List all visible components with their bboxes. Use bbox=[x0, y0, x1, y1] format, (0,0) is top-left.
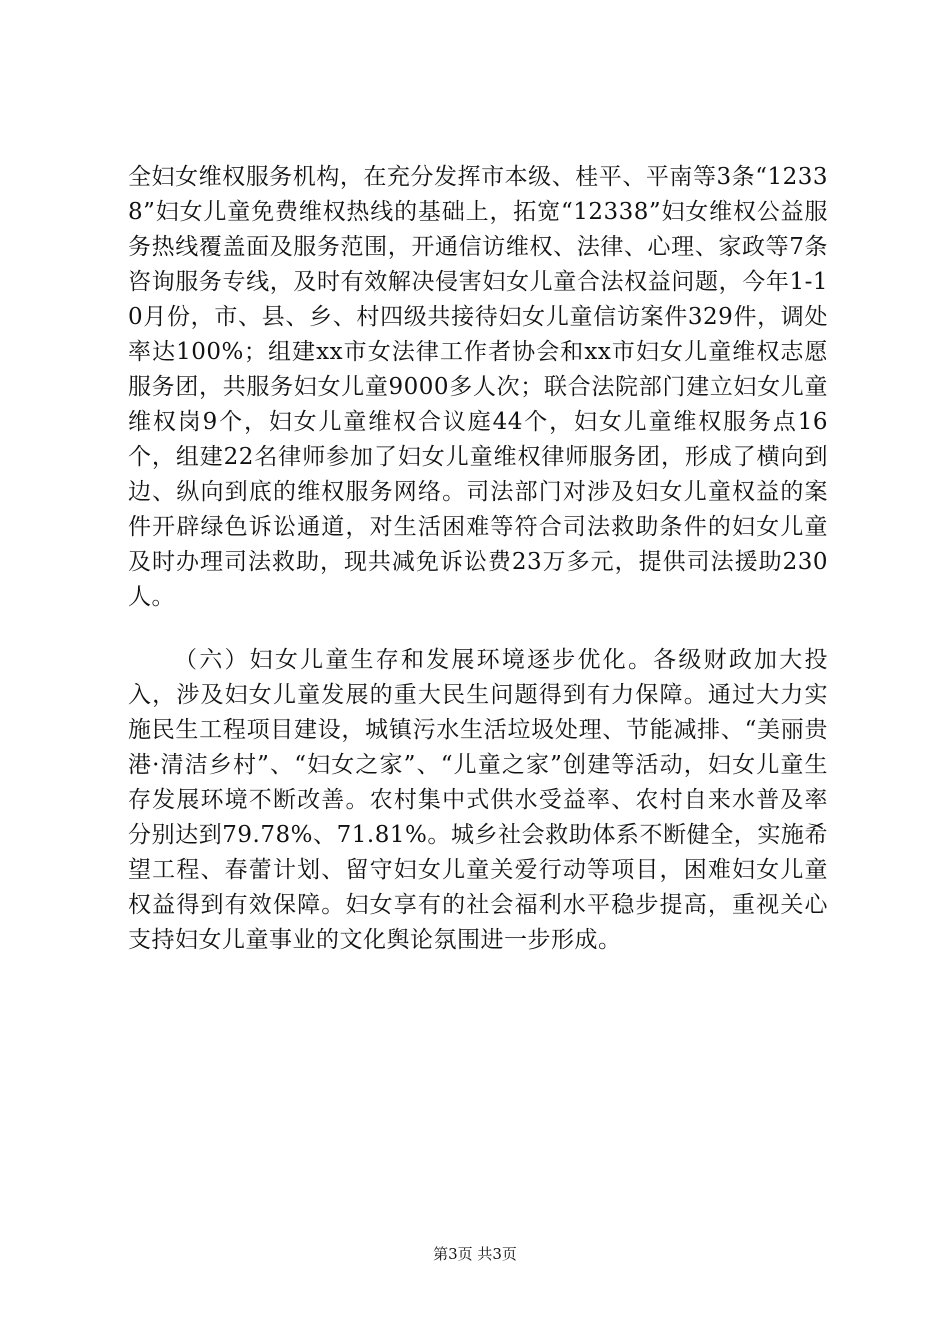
paragraph-continued: 全妇女维权服务机构，在充分发挥市本级、桂平、平南等3条“12338”妇女儿童免费维权热线的基础上，拓宽“12338”妇女维权公益服务热线覆盖面及服务范围，开通信访维权、法律、心理、家政等7条咨询服务专线，及时有效解决侵害妇女儿童合法权益问题，今年1-10月份，市、县、乡、村四级共接待妇女儿童信访案件329件，调处率达100%；组建xx市女法律工作者协会和xx市妇女儿童维权志愿服务团，共服务妇女儿童9000多人次；联合法院部门建立妇女儿童维权岗9个，妇女儿童维权合议庭44个，妇女儿童维权服务点16个，组建22名律师参加了妇女儿童维权律师服务团，形成了横向到边、纵向到底的维权服务网络。司法部门对涉及妇女儿童权益的案件开辟绿色诉讼通道，对生活困难等符合司法救助条件的妇女儿童及时办理司法救助，现共减免诉讼费23万多元，提供司法援助230人。 bbox=[128, 164, 828, 610]
paragraph-section-six: （六）妇女儿童生存和发展环境逐步优化。各级财政加大投入，涉及妇女儿童发展的重大民生问题得到有力保障。通过大力实施民生工程项目建设，城镇污水生活垃圾处理、节能减排、“美丽贵港·清洁乡村”、“妇女之家”、“儿童之家”创建等活动，妇女儿童生存发展环境不断改善。农村集中式供水受益率、农村自来水普及率分别达到79.78%、71.81%。城乡社会救助体系不断健全，实施希望工程、春蕾计划、留守妇女儿童关爱行动等项目，困难妇女儿童权益得到有效保障。妇女享有的社会福利水平稳步提高，重视关心支持妇女儿童事业的文化舆论氛围进一步形成。 bbox=[128, 647, 828, 953]
document-body bbox=[128, 160, 828, 958]
page-number-footer: 第3页 共3页 bbox=[433, 1245, 517, 1263]
